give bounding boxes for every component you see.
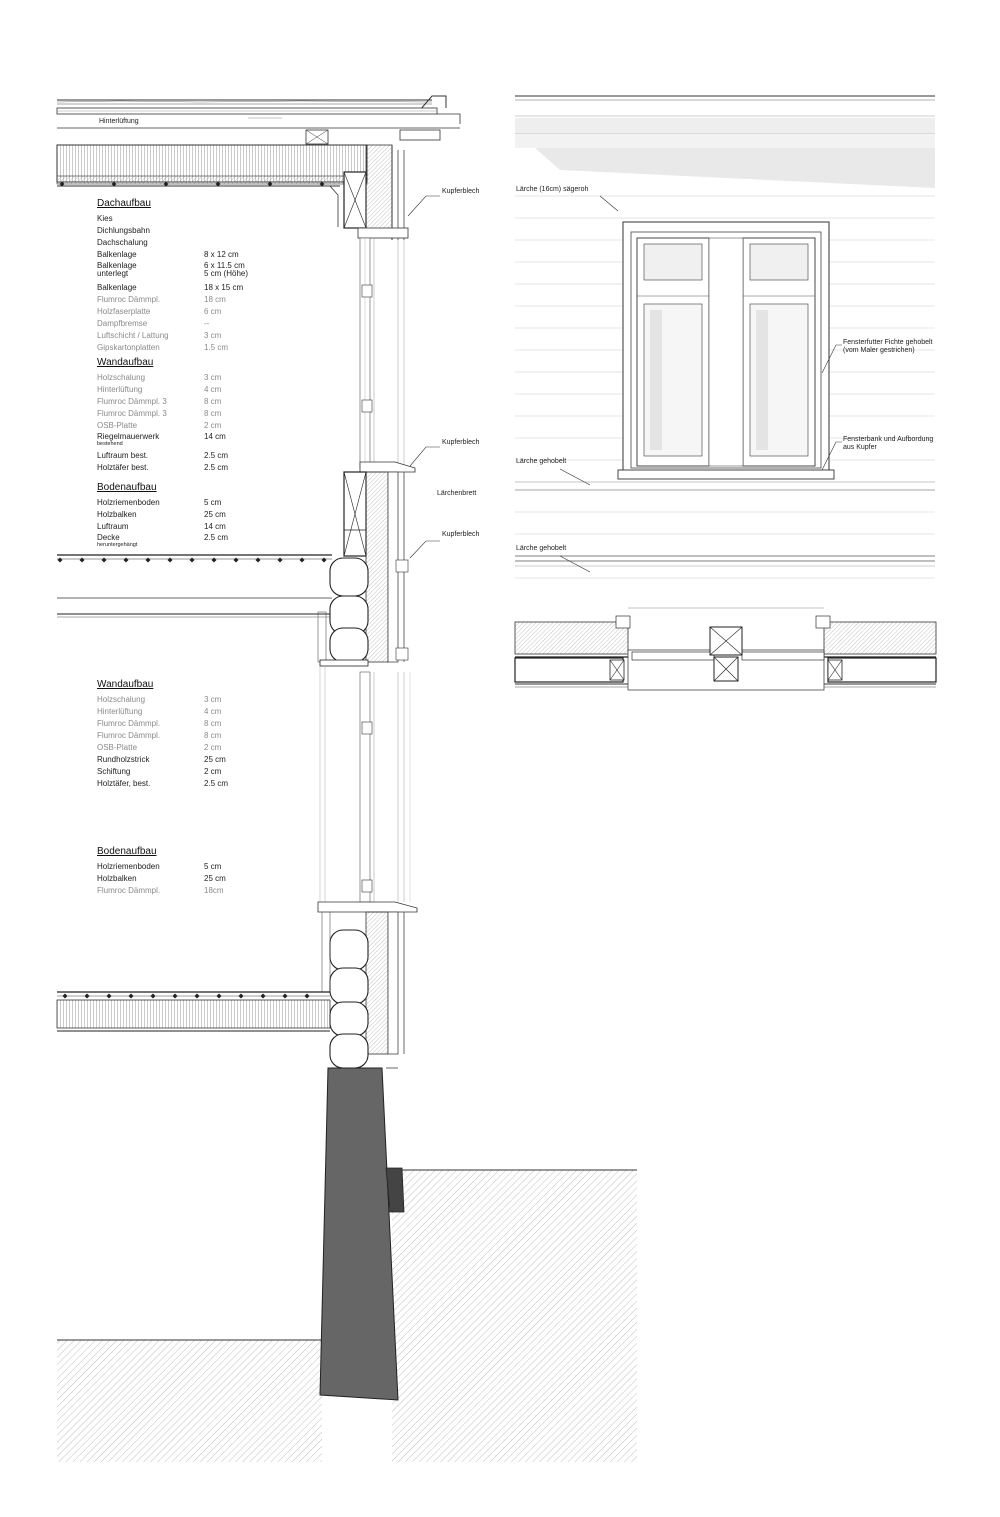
- spec-row: Holzbalken 25 cm: [97, 510, 226, 519]
- label-fensterbank-line1: Fensterbank und Aufbordung: [843, 436, 934, 443]
- floor-marker: [80, 558, 85, 563]
- spec-row: Balkenlage unterlegt 6 x 11.5 cm 5 cm (Höhe): [97, 261, 249, 278]
- floor-marker: [256, 558, 261, 563]
- floor-marker: [124, 558, 129, 563]
- spec-row: Holzfaserplatte 6 cm: [97, 307, 222, 316]
- spec-bodenaufbau-2: [97, 846, 317, 897]
- floor-slab-upper: [57, 555, 332, 617]
- spec-row: Holztäfer, best. 2.5 cm: [97, 779, 229, 788]
- spec-bodenaufbau-1: [97, 482, 317, 551]
- spec-row: Balkenlage 8 x 12 cm: [97, 250, 239, 259]
- spec-wandaufbau-1: [97, 357, 317, 474]
- spec-row: Holztäfer best. 2.5 cm: [97, 463, 229, 472]
- floor-marker: [217, 994, 222, 999]
- spec-row: Holzbalken 25 cm: [97, 874, 226, 883]
- floor-marker: [283, 994, 288, 999]
- spec-row: Dichlungsbahn: [97, 226, 150, 235]
- floor-marker: [261, 994, 266, 999]
- spec-row: Dampfbremse --: [97, 319, 210, 328]
- label-hinterlueftung: Hinterlüftung: [99, 118, 139, 125]
- floor-marker: [212, 558, 217, 563]
- floor-marker: [300, 558, 305, 563]
- spec-row: Rundholzstrick 25 cm: [97, 755, 226, 764]
- spec-row: Luftschicht / Lattung 3 cm: [97, 331, 222, 340]
- label-kupferblech-3: Kupferblech: [442, 531, 480, 538]
- spec-row: Balkenlage 18 x 15 cm: [97, 283, 244, 292]
- floor-marker: [85, 994, 90, 999]
- label-laerche-saegeroh: Lärche (16cm) sägeroh: [516, 186, 589, 193]
- spec-row: Kies: [97, 214, 113, 223]
- spec-row: Holzriemenboden 5 cm: [97, 498, 222, 507]
- floor-marker: [146, 558, 151, 563]
- spec-wandaufbau-2-title: Wandaufbau: [97, 679, 154, 690]
- floor-marker: [278, 558, 283, 563]
- spec-row: Dachschalung: [97, 238, 148, 247]
- spec-row: Flumroc Dämmpl. 8 cm: [97, 719, 222, 728]
- floor-marker: [58, 558, 63, 563]
- spec-bodenaufbau-1-title: Bodenaufbau: [97, 482, 157, 493]
- label-fensterbank-line2: aus Kupfer: [843, 444, 877, 451]
- window-elevation: [618, 222, 834, 479]
- spec-dachaufbau: [97, 198, 317, 354]
- spec-row: Decke heruntergehängt 2.5 cm: [97, 533, 229, 548]
- floor-marker: [151, 994, 156, 999]
- label-kupferblech-1: Kupferblech: [442, 188, 480, 195]
- floor-marker: [129, 994, 134, 999]
- spec-dachaufbau-title: Dachaufbau: [97, 198, 151, 209]
- label-laerche-gehobelt-1: Lärche gehobelt: [516, 458, 567, 465]
- spec-row: Flumroc Dämmpl. 18cm: [97, 886, 224, 895]
- spec-row: OSB-Platte 2 cm: [97, 421, 222, 430]
- spec-wandaufbau-1-title: Wandaufbau: [97, 357, 154, 368]
- spec-row: Luftraum best. 2.5 cm: [97, 451, 229, 460]
- label-fensterfutter-line1: Fensterfutter Fichte gehobelt: [843, 339, 933, 346]
- floor-marker: [107, 994, 112, 999]
- floor-marker: [102, 558, 107, 563]
- log-wall-lower: [322, 912, 368, 1068]
- log-wall-upper: [318, 558, 368, 666]
- floor-marker: [322, 558, 327, 563]
- spec-wandaufbau-2: [97, 679, 317, 790]
- floor-marker: [168, 558, 173, 563]
- floor-marker: [234, 558, 239, 563]
- plan-section: [515, 608, 936, 690]
- floor-marker: [63, 994, 68, 999]
- foundation: [57, 1068, 637, 1462]
- spec-row: Hinterlüftung 4 cm: [97, 707, 222, 716]
- spec-row: Schiftung 2 cm: [97, 767, 222, 776]
- spec-row: Gipskartonplatten 1.5 cm: [97, 343, 229, 352]
- spec-row: Holzschalung 3 cm: [97, 695, 222, 704]
- spec-row: Flumroc Dämmpl. 3 8 cm: [97, 397, 222, 406]
- floor-marker: [195, 994, 200, 999]
- spec-row: Holzriemenboden 5 cm: [97, 862, 222, 871]
- floor-marker: [239, 994, 244, 999]
- spec-row: Luftraum 14 cm: [97, 522, 226, 531]
- floor-marker: [190, 558, 195, 563]
- spec-bodenaufbau-2-title: Bodenaufbau: [97, 846, 157, 857]
- spec-row: OSB-Platte 2 cm: [97, 743, 222, 752]
- spec-row: Flumroc Dämmpl. 3 8 cm: [97, 409, 222, 418]
- spec-row: Flumroc Dämmpl. 8 cm: [97, 731, 222, 740]
- floor-slab-lower: [57, 992, 330, 1031]
- spec-row: Flumroc Dämmpl. 18 cm: [97, 295, 226, 304]
- label-laerchenbrett: Lärchenbrett: [437, 490, 477, 497]
- spec-row: Hinterlüftung 4 cm: [97, 385, 222, 394]
- floor-marker: [173, 994, 178, 999]
- spec-row: Riegelmauerwerk bestehend 14 cm: [97, 432, 226, 447]
- label-kupferblech-2: Kupferblech: [442, 439, 480, 446]
- label-laerche-gehobelt-2: Lärche gehobelt: [516, 545, 567, 552]
- label-fensterfutter-line2: (vom Maler gestrichen): [843, 347, 915, 354]
- spec-row: Holzschalung 3 cm: [97, 373, 222, 382]
- floor-marker: [305, 994, 310, 999]
